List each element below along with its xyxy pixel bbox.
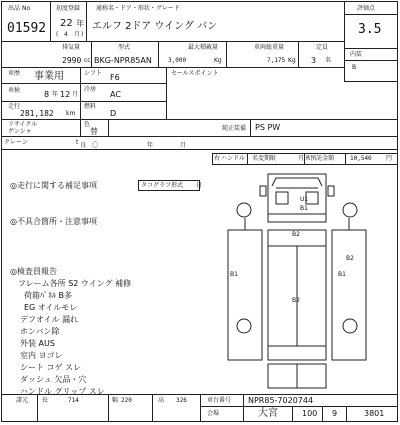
rating-value: 3.5: [358, 22, 382, 37]
diagram-mark: B1: [230, 271, 238, 278]
crane-label: クレーン: [4, 139, 28, 146]
max-load-value: 3,000: [168, 57, 187, 64]
specs-footer-label: 諸元: [16, 397, 29, 404]
registration-month: 月: [298, 155, 305, 162]
wheel-rear-right: [343, 319, 357, 333]
history-value: 事業用: [34, 71, 64, 82]
mileage-value: 281,182: [20, 109, 54, 118]
selling-points-label: セールスポイント: [171, 70, 219, 77]
length-value: 714: [68, 397, 79, 404]
report-line: ホンバン除: [20, 327, 60, 336]
report-line: ハンドル グリップ スレ: [20, 387, 105, 396]
capacity-value: 3: [311, 56, 317, 65]
model-code-label: 型式: [118, 44, 131, 51]
cargo-box-left: [228, 230, 262, 360]
equipment-label: 純正装備: [222, 125, 247, 132]
venue-label: 会場: [207, 410, 220, 417]
report-line: デフオイル 漏れ: [20, 315, 79, 324]
lot-label: 出品: [8, 5, 21, 12]
crane-good: 良: [80, 142, 87, 149]
reg-month-open: (: [56, 31, 59, 38]
max-load-unit: Kg: [214, 57, 222, 64]
expiry-year: 8: [44, 90, 50, 99]
diagram-mark: B2: [292, 297, 300, 304]
diagram-mark: B1: [300, 205, 308, 212]
cargo-box-right: [332, 230, 366, 360]
displacement-label: 排気量: [62, 44, 81, 51]
history-label: 車歴: [8, 70, 21, 77]
wheel-front-right: [343, 203, 357, 217]
height-value: 326: [176, 397, 187, 404]
report-line: EG オイルモレ: [24, 303, 78, 312]
reg-month-close: ): [81, 31, 84, 38]
tachograph-unit: 日: [196, 182, 203, 189]
color-swap: 替: [90, 127, 98, 136]
lane-value: 100: [302, 409, 318, 418]
crane-value: t: [76, 139, 79, 146]
diagram-mark: B2: [346, 255, 354, 262]
recycle-fee-unit: 円: [386, 155, 393, 162]
mileage-unit: km: [66, 110, 76, 117]
driving-notes-label: ◎走行に関する補足事項: [10, 181, 97, 190]
max-load-label: 最大積載量: [188, 44, 219, 51]
diagram-mark: B2: [292, 231, 300, 238]
car-name: エルフ 2ドア ウイング バン: [92, 21, 218, 32]
recycle-label: リサイクル: [8, 121, 38, 128]
fuel-value: D: [110, 109, 117, 118]
handle-mark: 右: [214, 155, 221, 162]
reg-month-unit: 月: [74, 31, 81, 38]
expiry-year-unit: 年: [52, 91, 59, 98]
shift-value: F6: [110, 73, 120, 82]
registration-label: 名変期限: [252, 155, 277, 162]
capacity-label: 定員: [316, 44, 329, 51]
mirror-right: [328, 186, 334, 196]
reg-year-unit: 年: [76, 19, 84, 28]
first-reg-label: 初度登録: [56, 5, 81, 12]
diagram-mark: U1: [300, 196, 309, 203]
shift-label: シフト: [84, 70, 103, 77]
report-line: 室内 ヨゴレ: [20, 351, 63, 360]
gross-weight-value: 7,175: [267, 57, 286, 64]
chassis-label: 車台番号: [207, 397, 232, 404]
wheel-front-left: [237, 203, 251, 217]
wheel-rear-left: [237, 319, 251, 333]
cab-seat-left: [276, 192, 288, 204]
length-label: 長: [42, 397, 49, 404]
color-label: 色: [84, 121, 91, 128]
defect-notes-label: ◎不具合箇所・注意事項: [10, 217, 97, 226]
recycle-value: ゲンシャ: [8, 128, 32, 135]
width-value: 220: [121, 397, 132, 404]
mirror-left: [260, 186, 266, 196]
report-line: 外装 AUS: [20, 339, 55, 348]
width-label: 幅: [112, 397, 119, 404]
crane-ok: 〇: [92, 142, 99, 149]
model-code: BKG-NPR85AN: [94, 56, 152, 65]
chassis-number: NPR85-7020744: [248, 396, 314, 405]
model-label: 通称名・ドア・形状・グレード: [96, 5, 180, 12]
lot-label-no: No: [22, 5, 31, 12]
cab-outline: [268, 174, 326, 214]
expiry-month-unit: 月: [72, 91, 79, 98]
tachograph-label: タコグラフ形式: [141, 182, 184, 189]
height-label: 高: [158, 397, 165, 404]
recycle-fee-value: 10,540: [350, 155, 372, 162]
report-line: ダッシュ 欠品・穴: [20, 375, 87, 384]
inspector-report-label: ◎検査員報告: [10, 267, 57, 276]
report-line: 荷箱ﾊﾟﾈﾙ B多: [24, 291, 73, 300]
expiry-label: 車検: [8, 87, 21, 94]
cab-windshield: [272, 178, 322, 186]
crane-month: 月: [180, 142, 187, 149]
venue-value: 大宮: [258, 408, 278, 419]
report-line: フレーム各所 S2 ウイング 補修: [18, 279, 132, 288]
expiry-month: 12: [60, 90, 71, 99]
gross-weight-unit: Kg: [288, 57, 296, 64]
lane-unit: 9: [332, 409, 338, 418]
report-line: シート コゲ スレ: [20, 363, 82, 372]
equipment-value: PS PW: [255, 123, 281, 132]
displacement-value: 2990: [62, 56, 82, 65]
chassis-frame: [268, 214, 326, 222]
crane-year: 年: [147, 142, 154, 149]
interior-grade: B: [352, 64, 357, 71]
recycle-fee-label: R預託金額: [306, 155, 335, 162]
fuel-label: 燃料: [84, 103, 97, 110]
reg-year: 22: [60, 18, 73, 29]
lot-number: 01592: [7, 21, 47, 36]
handle-label: ハンドル: [221, 155, 246, 162]
mileage-label: 走行: [8, 103, 21, 110]
displacement-unit: cc: [84, 57, 91, 64]
diagram-mark: B1: [338, 271, 346, 278]
rating-label: 評価点: [357, 5, 376, 12]
capacity-unit: 名: [325, 57, 332, 64]
reception-number: 3801: [364, 409, 385, 418]
reg-month: 4: [64, 31, 68, 38]
ac-value: AC: [110, 90, 121, 99]
interior-label: 内装: [350, 51, 363, 58]
gross-weight-label: 車両総重量: [254, 44, 285, 51]
ac-label: 冷房: [84, 86, 97, 93]
